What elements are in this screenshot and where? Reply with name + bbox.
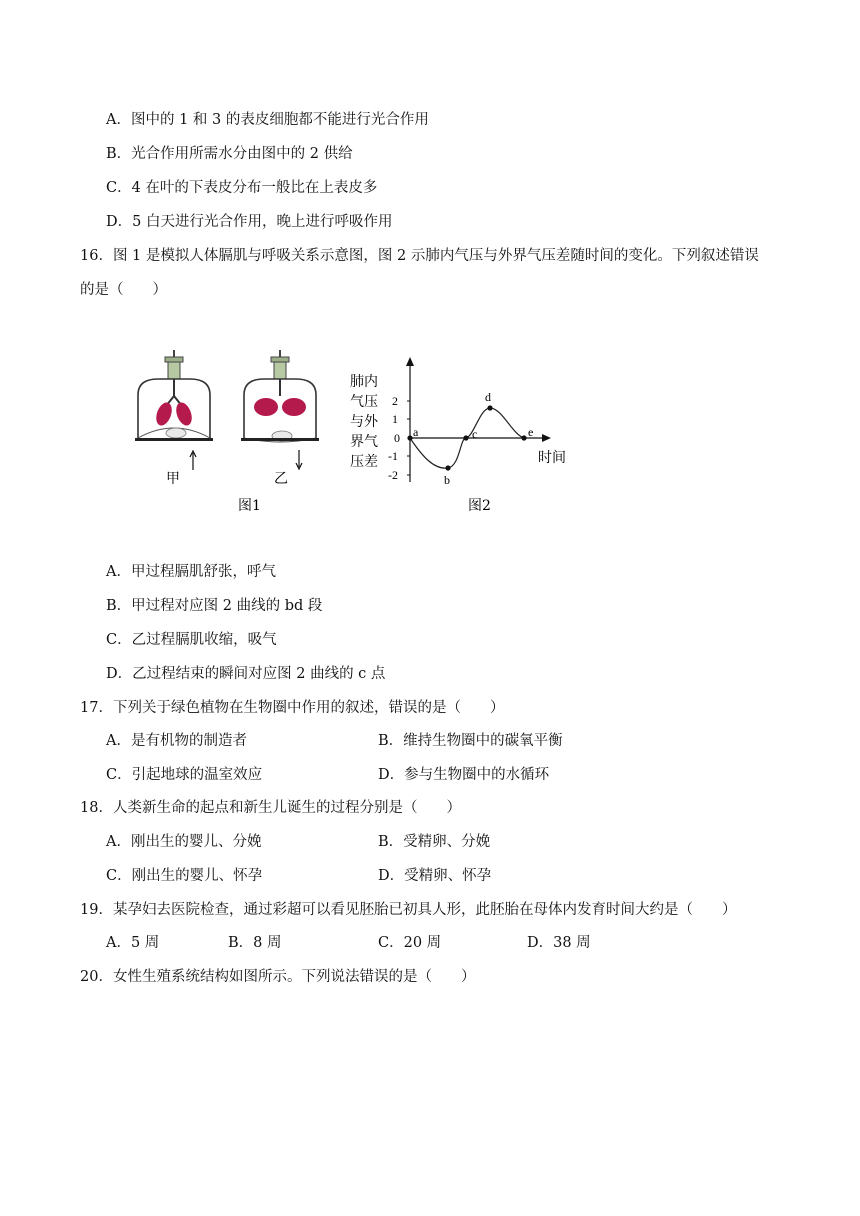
q19-option-b: B．8 周 bbox=[228, 935, 282, 951]
bell-jar-2 bbox=[241, 350, 319, 469]
option-a: A．图中的 1 和 3 的表皮细胞都不能进行光合作用 bbox=[106, 112, 429, 128]
q18-option-a: A．刚出生的婴儿、分娩 bbox=[106, 834, 262, 850]
option-c: C．4 在叶的下表皮分布一般比在上表皮多 bbox=[106, 180, 378, 196]
option-b: B．光合作用所需水分由图中的 2 供给 bbox=[106, 146, 353, 162]
q16-stem-line2: 的是（ ） bbox=[80, 282, 167, 298]
q16-option-b: B．甲过程对应图 2 曲线的 bd 段 bbox=[106, 598, 323, 614]
q18-stem: 18．人类新生命的起点和新生儿诞生的过程分别是（ ） bbox=[80, 800, 461, 816]
jar1-label: 甲 bbox=[166, 471, 180, 487]
q19-option-a: A．5 周 bbox=[106, 935, 160, 951]
jar2-label: 乙 bbox=[274, 471, 288, 487]
q18-option-d: D．受精卵、怀孕 bbox=[378, 868, 492, 884]
ylabel-line-2: 气压 bbox=[350, 395, 378, 410]
point-a: a bbox=[413, 425, 419, 439]
q17-stem: 17．下列关于绿色植物在生物圈中作用的叙述，错误的是（ ） bbox=[80, 700, 505, 716]
bell-jar-1 bbox=[135, 350, 213, 470]
q17-option-b: B．维持生物圈中的碳氧平衡 bbox=[378, 733, 563, 749]
q17-option-a: A．是有机物的制造者 bbox=[106, 733, 247, 749]
q18-option-c: C．刚出生的婴儿、怀孕 bbox=[106, 868, 263, 884]
ylabel-line-5: 压差 bbox=[350, 455, 378, 470]
q17-option-d: D．参与生物圈中的水循环 bbox=[378, 767, 550, 783]
option-d: D．5 白天进行光合作用，晚上进行呼吸作用 bbox=[106, 214, 393, 230]
ylabel-line-3: 与外 bbox=[350, 415, 378, 430]
q19-option-d: D．38 周 bbox=[527, 935, 591, 951]
q19-option-c: C．20 周 bbox=[378, 935, 442, 951]
q20-stem: 20．女性生殖系统结构如图所示。下列说法错误的是（ ） bbox=[80, 969, 476, 985]
q16-option-d: D．乙过程结束的瞬间对应图 2 曲线的 c 点 bbox=[106, 666, 386, 682]
ytick-neg2: -2 bbox=[388, 468, 398, 482]
ytick-0: 0 bbox=[394, 431, 400, 445]
q16-figure bbox=[128, 350, 588, 525]
q19-stem: 19．某孕妇去医院检查，通过彩超可以看见胚胎已初具人形，此胚胎在母体内发育时间大约是（ ） bbox=[80, 902, 737, 918]
ylabel-line-1: 肺内 bbox=[350, 375, 378, 390]
ytick-1: 1 bbox=[392, 412, 398, 426]
fig2-caption: 图2 bbox=[468, 498, 491, 514]
fig1-caption: 图1 bbox=[238, 498, 261, 514]
q16-option-c: C．乙过程膈肌收缩，吸气 bbox=[106, 632, 277, 648]
breathing-diagram bbox=[128, 350, 588, 525]
q17-option-c: C．引起地球的温室效应 bbox=[106, 767, 263, 783]
q16-stem-line1: 16．图 1 是模拟人体膈肌与呼吸关系示意图，图 2 示肺内气压与外界气压差随时间的变化。下列叙述错误 bbox=[80, 248, 759, 264]
pressure-graph bbox=[350, 357, 566, 487]
point-d: d bbox=[485, 390, 491, 404]
q16-option-a: A．甲过程膈肌舒张，呼气 bbox=[106, 564, 276, 580]
ytick-neg1: -1 bbox=[388, 449, 398, 463]
point-b: b bbox=[444, 473, 450, 487]
q18-option-b: B．受精卵、分娩 bbox=[378, 834, 491, 850]
xlabel: 时间 bbox=[538, 451, 566, 466]
ylabel-line-4: 界气 bbox=[350, 435, 378, 450]
point-c: c bbox=[472, 427, 478, 441]
ytick-2: 2 bbox=[392, 394, 398, 408]
point-e: e bbox=[528, 425, 534, 439]
